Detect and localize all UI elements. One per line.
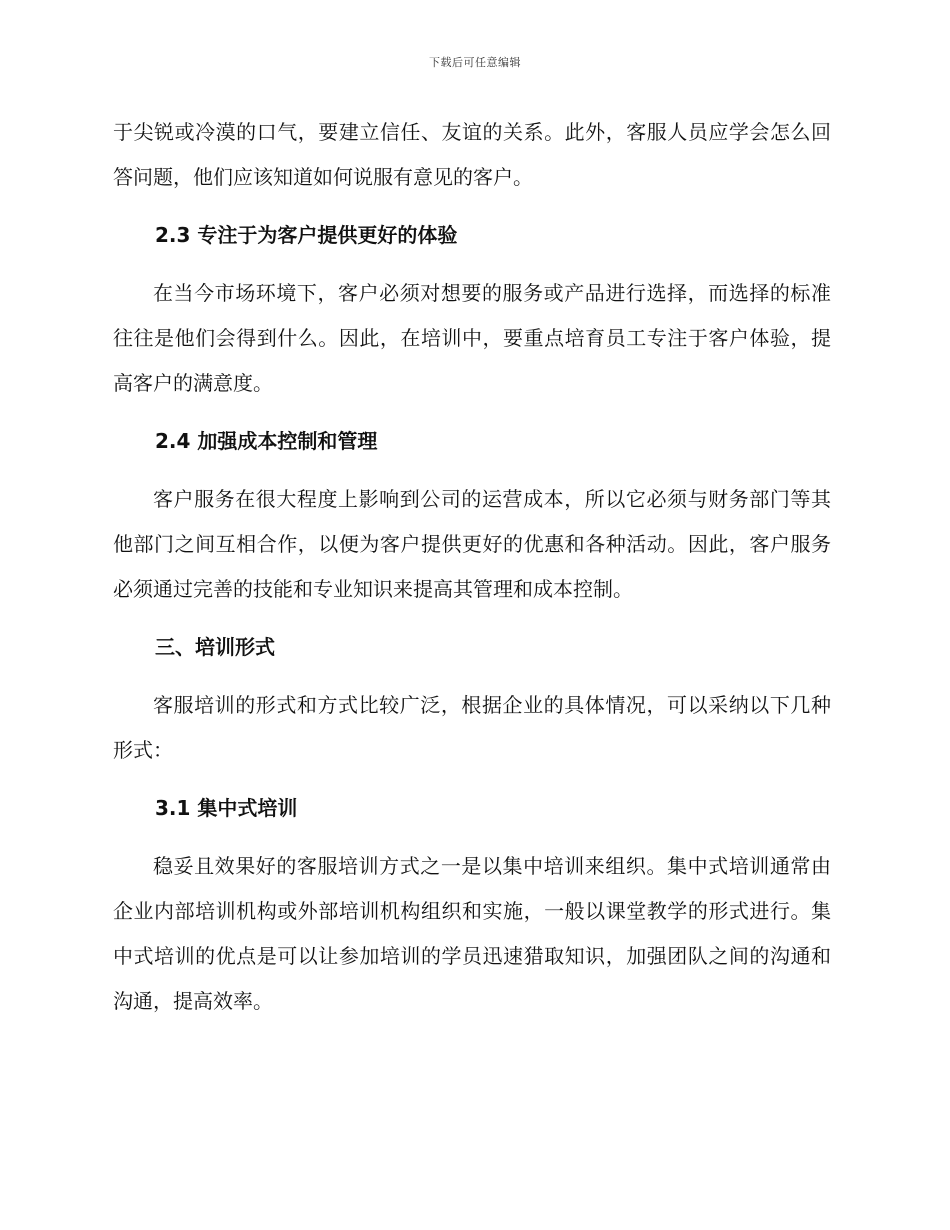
document-body bbox=[113, 110, 831, 1037]
paragraph-trust-relationship: 于尖锐或冷漠的口气，要建立信任、友谊的关系。此外，客服人员应学会怎么回答问题，他们应该知道如何说服有意见的客户。 bbox=[113, 120, 831, 189]
paragraph-customer-experience: 在当今市场环境下，客户必须对想要的服务或产品进行选择，而选择的标准往往是他们会得到什么。因此，在培训中，要重点培育员工专注于客户体验，提高客户的满意度。 bbox=[113, 281, 831, 395]
page-header: 下载后可任意编辑 bbox=[429, 56, 521, 69]
paragraph-training-forms-intro: 客服培训的形式和方式比较广泛，根据企业的具体情况，可以采纳以下几种形式： bbox=[113, 693, 831, 762]
section-heading-2-4: 2.4 加强成本控制和管理 bbox=[155, 429, 378, 453]
paragraph-cost-control: 客户服务在很大程度上影响到公司的运营成本，所以它必须与财务部门等其他部门之间互相合作，以便为客户提供更好的优惠和各种活动。因此，客户服务必须通过完善的技能和专业知识来提高其管理和成本控制。 bbox=[113, 487, 831, 601]
section-heading-3-1: 3.1 集中式培训 bbox=[155, 796, 298, 820]
section-heading-training-forms: 三、培训形式 bbox=[155, 635, 275, 659]
section-heading-2-3: 2.3 专注于为客户提供更好的体验 bbox=[155, 223, 458, 247]
paragraph-centralized-training: 稳妥且效果好的客服培训方式之一是以集中培训来组织。集中式培训通常由企业内部培训机构或外部培训机构组织和实施，一般以课堂教学的形式进行。集中式培训的优点是可以让参加培训的学员迅速猎取知识，加强团队之间的沟通和沟通，提高效率。 bbox=[113, 854, 831, 1013]
